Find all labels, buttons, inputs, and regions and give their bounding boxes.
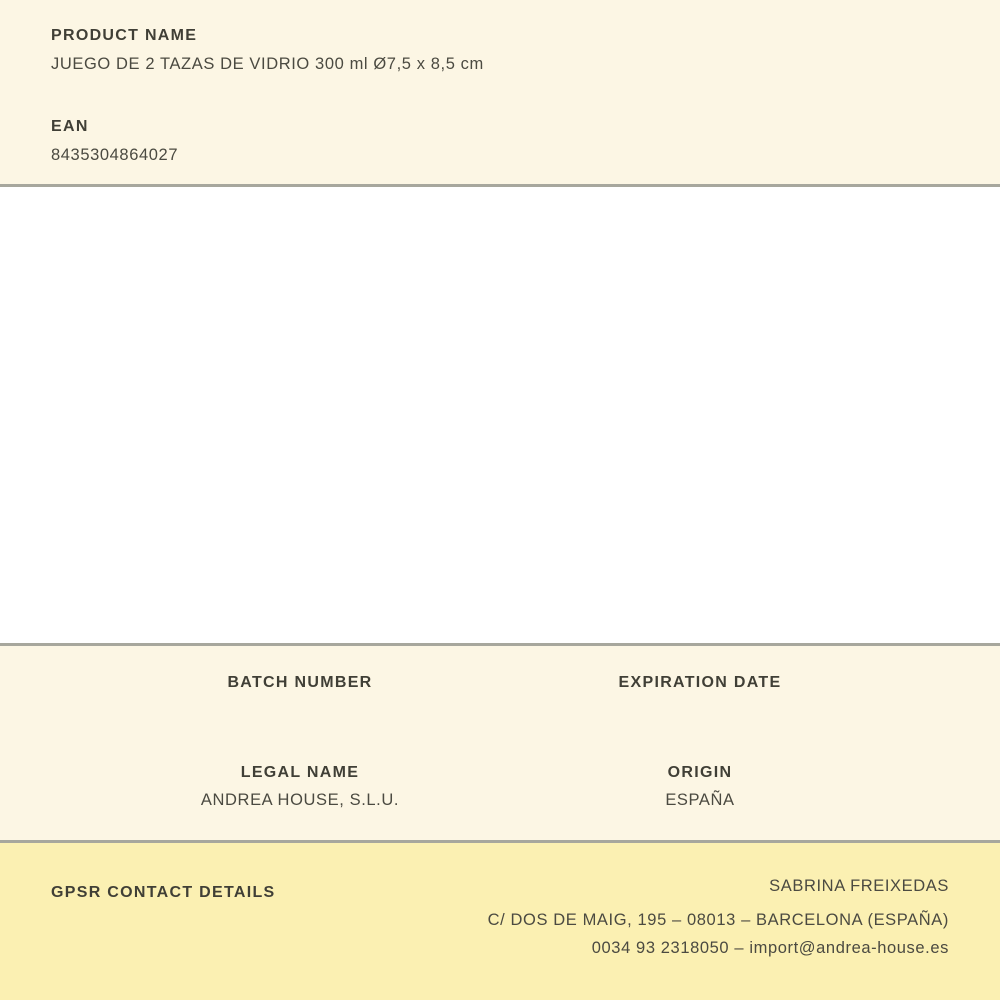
batch-number-label: BATCH NUMBER xyxy=(227,674,373,691)
legal-name-value: ANDREA HOUSE, S.L.U. xyxy=(200,791,400,809)
legal-origin-row xyxy=(100,764,900,809)
expiration-date-value xyxy=(500,702,900,719)
ean-label: EAN xyxy=(51,118,89,135)
origin-field xyxy=(500,764,900,809)
batch-expiration-row xyxy=(100,674,900,719)
contact-phone-email: 0034 93 2318050 – import@andrea-house.es xyxy=(591,939,949,957)
expiration-date-field xyxy=(500,674,900,719)
blank-spacer-section xyxy=(0,187,1000,646)
contact-address: C/ DOS DE MAIG, 195 – 08013 – BARCELONA (ESPAÑA) xyxy=(487,911,949,929)
origin-label: ORIGIN xyxy=(667,764,733,781)
gpsr-contact-row xyxy=(51,877,949,962)
product-name-field xyxy=(51,27,949,73)
gpsr-contact-lines xyxy=(488,878,949,962)
contact-person-name: SABRINA FREIXEDAS xyxy=(769,877,949,895)
product-name-label: PRODUCT NAME xyxy=(51,27,198,44)
batch-number-field xyxy=(100,674,500,719)
product-info-section xyxy=(0,0,1000,187)
gpsr-contact-heading: GPSR CONTACT DETAILS xyxy=(51,884,276,901)
product-name-value: JUEGO DE 2 TAZAS DE VIDRIO 300 ml Ø7,5 x 8,5 cm xyxy=(51,55,484,73)
legal-name-field xyxy=(100,764,500,809)
legal-name-label: LEGAL NAME xyxy=(240,764,360,781)
ean-value: 8435304864027 xyxy=(51,146,179,164)
expiration-date-label: EXPIRATION DATE xyxy=(618,674,782,691)
batch-number-value xyxy=(100,702,500,719)
gpsr-contact-section xyxy=(0,843,1000,1000)
ean-field xyxy=(51,118,949,164)
origin-value: ESPAÑA xyxy=(665,791,735,809)
batch-origin-section xyxy=(0,646,1000,843)
